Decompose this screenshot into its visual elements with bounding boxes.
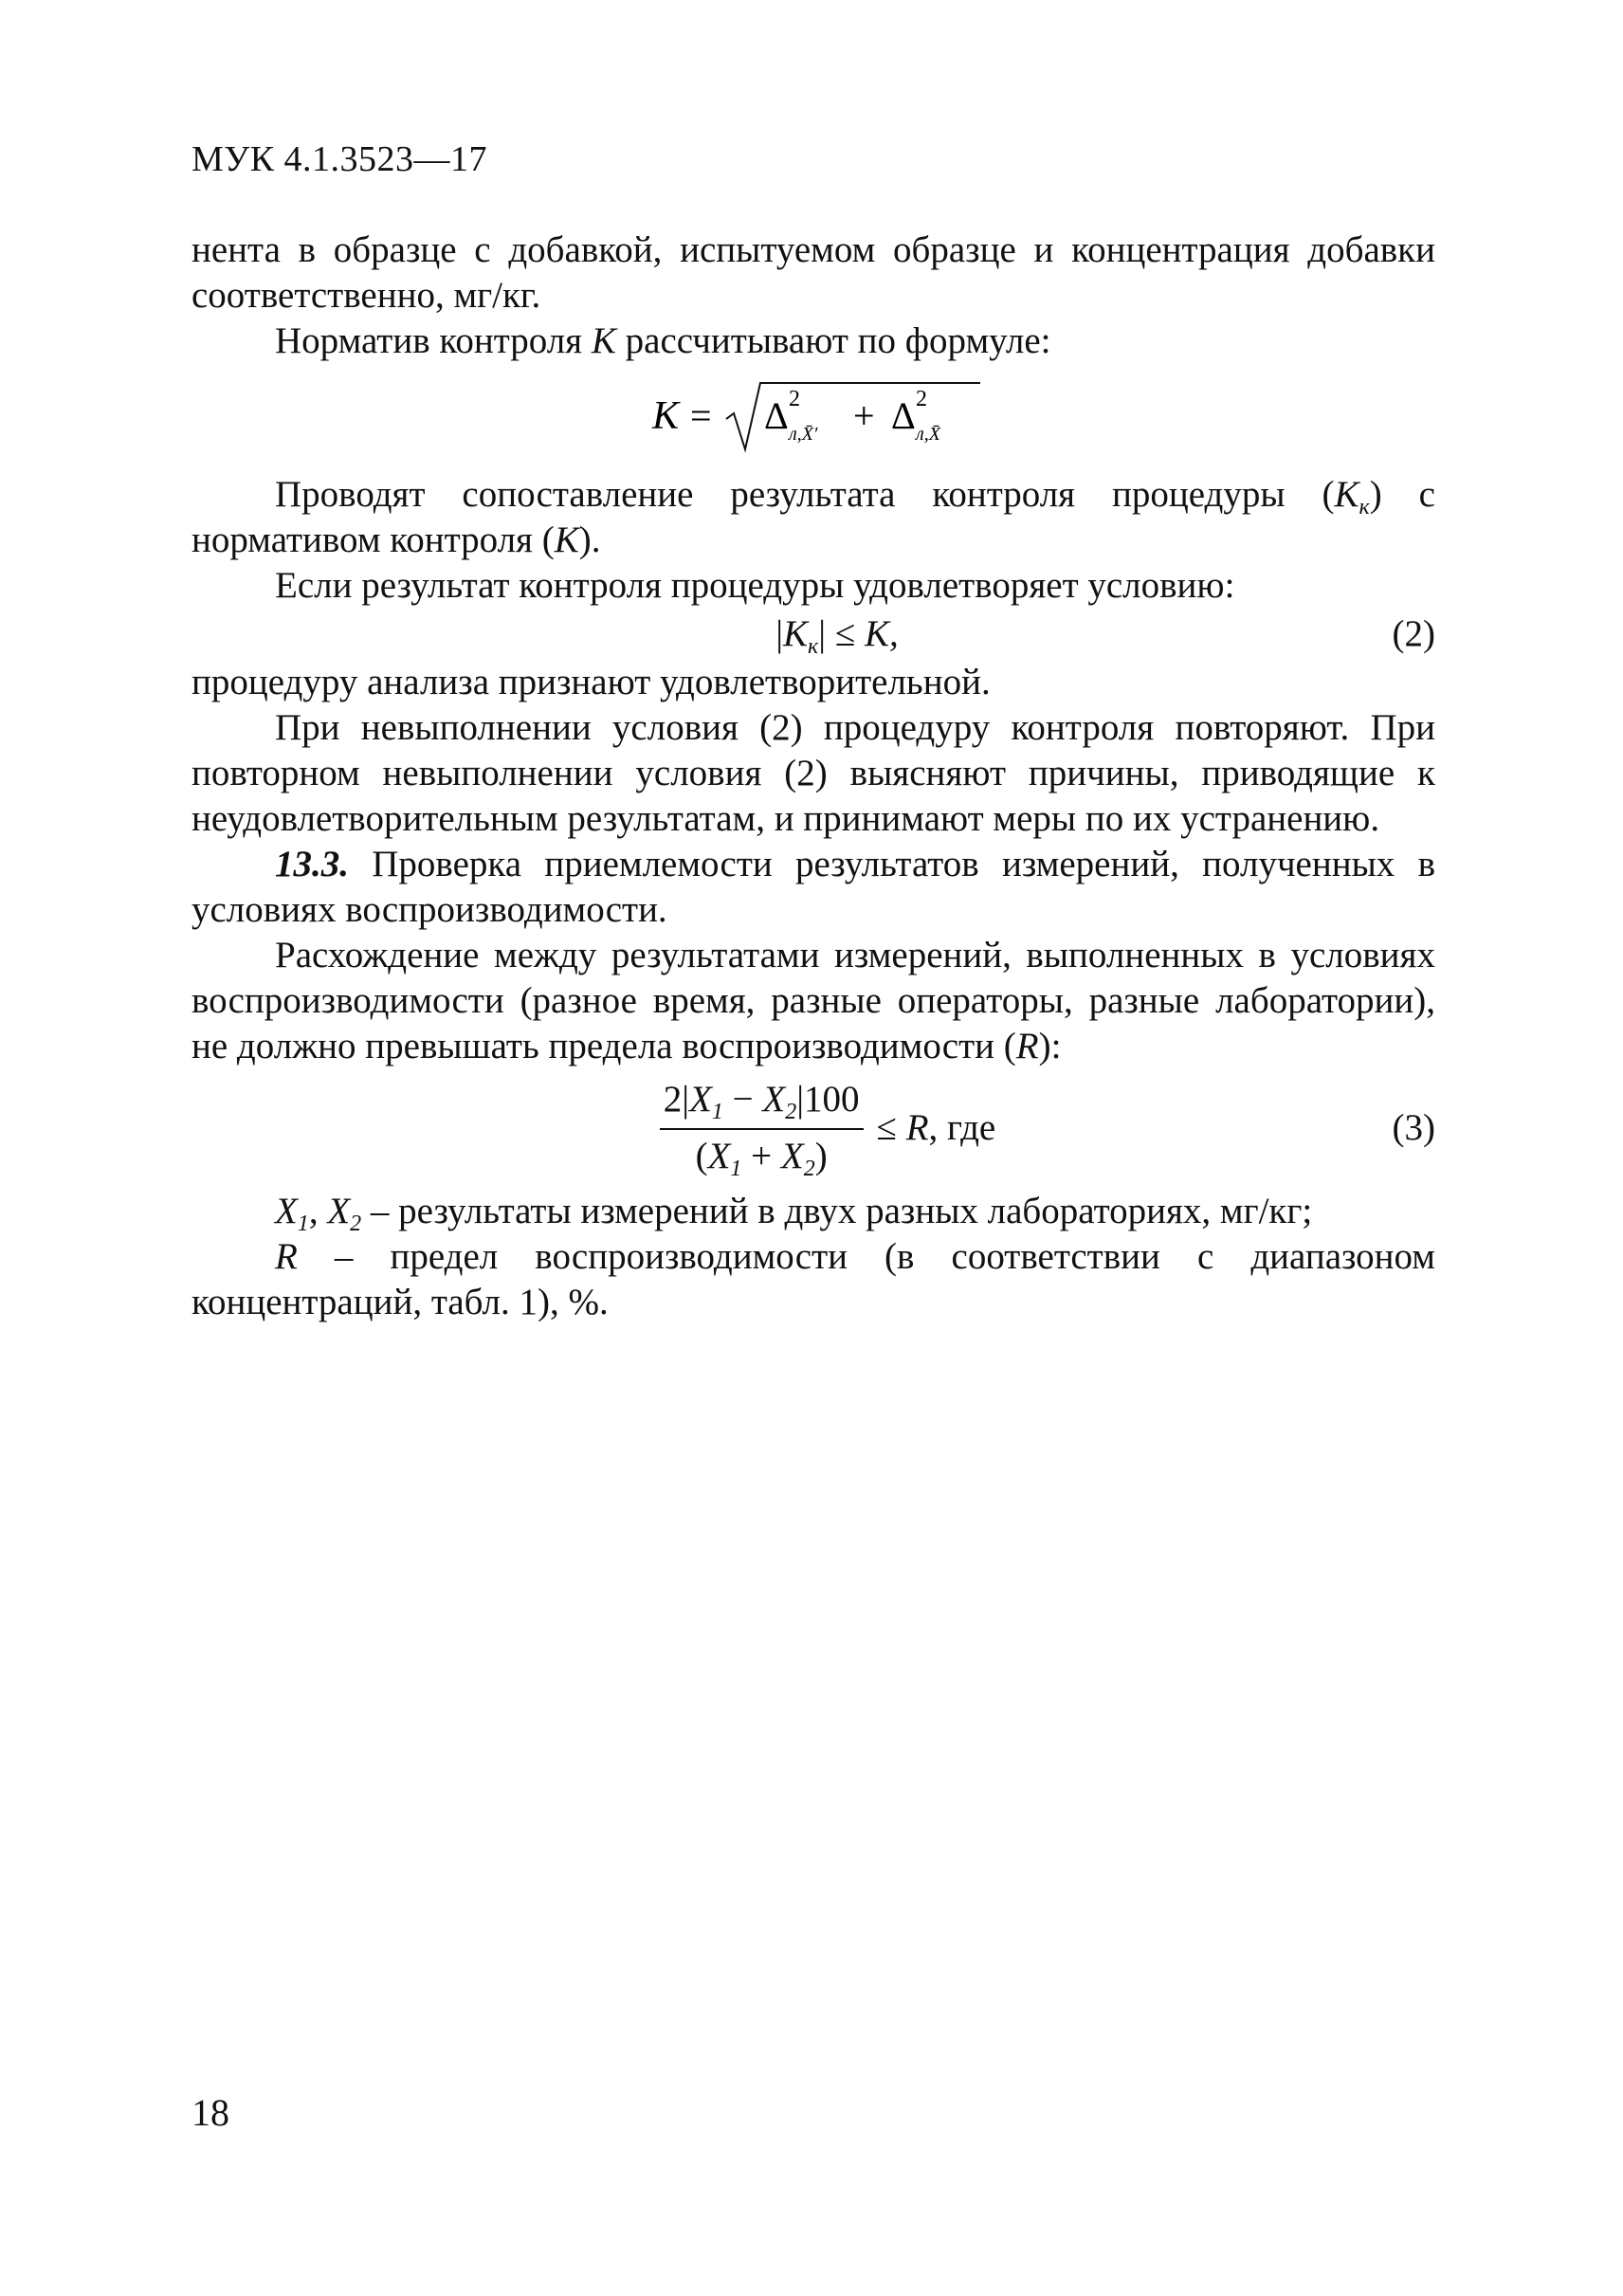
paragraph-satisfactory: процедуру анализа признают удовлетворительной. (191, 662, 991, 702)
abs-bar: | (796, 1079, 805, 1120)
formula-1-sub-2: л,X̄ (916, 424, 940, 445)
separator: , (308, 1191, 328, 1231)
formula-1-sup-1: 2 (789, 387, 800, 411)
paren: ) (814, 1136, 828, 1176)
sub-2: 2 (350, 1212, 362, 1236)
text-run: – предел воспроизводимости (в соответствии с диапазоном концентраций, табл. 1), %. (191, 1236, 1435, 1322)
var-x1: X (707, 1136, 731, 1176)
paragraph-repeat-control: При невыполнении условия (2) процедуру контроля повторяют. При повторном невыполнении условия (2) выясняют причины, приводящие к неудовлетворительным результатам, и принимают меры по их устранению. (191, 707, 1435, 839)
page-body (191, 228, 1435, 1325)
sub-1: 1 (711, 1100, 723, 1124)
formula-3-numerator (660, 1077, 864, 1130)
variable-r: R (1015, 1026, 1039, 1066)
formula-condition-2 (191, 609, 1435, 660)
variable-k: K (554, 519, 579, 560)
definition-x1-x2 (191, 1189, 1435, 1234)
formula-1-lhs: K (652, 394, 680, 438)
abs-bar: | (775, 613, 784, 654)
formula-1-sup-2: 2 (916, 387, 927, 411)
section-number: 13.3. (275, 844, 349, 884)
text-run: Норматив контроля (275, 320, 592, 361)
sub-2: 2 (803, 1157, 815, 1181)
formula-2-body (775, 611, 899, 657)
text-run: рассчитывают по формуле: (615, 320, 1051, 361)
paragraph-comparison (191, 472, 1435, 563)
hundred: 100 (804, 1079, 860, 1120)
paragraph-reproducibility (191, 933, 1435, 1069)
formula-1-sub-1: л,X̄′ (789, 424, 818, 445)
sub-2: 2 (785, 1100, 797, 1124)
text-run: ). (578, 519, 601, 560)
var-x1: X (689, 1079, 712, 1120)
formula-1-plus: + (853, 394, 875, 437)
coef: 2 (663, 1079, 683, 1120)
var-x2: X (780, 1136, 804, 1176)
formula-3-body (660, 1077, 995, 1179)
paren: ( (695, 1136, 708, 1176)
abs-bar: | (818, 613, 827, 654)
var-x2: X (762, 1079, 786, 1120)
text-run: Проводят сопоставление результата контроля процедуры ( (275, 474, 1335, 515)
equation-number-3: (3) (1392, 1107, 1435, 1148)
formula-2-sub: к (808, 634, 819, 659)
formula-3-tail: , где (928, 1107, 996, 1148)
equation-number-2: (2) (1392, 613, 1435, 654)
sub-1: 1 (297, 1212, 309, 1236)
formula-1-equals: = (690, 394, 712, 437)
definition-r (191, 1234, 1435, 1325)
formula-3-rhs: R (905, 1107, 929, 1148)
formula-3-relation: ≤ (876, 1107, 897, 1148)
formula-1-delta-1: Δ (764, 394, 789, 437)
paragraph-continuation: нента в образце с добавкой, испытуемом образце и концентрация добавки соответственно, мг/кг. (191, 229, 1435, 316)
var-x1: X (275, 1191, 298, 1231)
formula-1-delta-2: Δ (891, 394, 916, 437)
plus: + (751, 1136, 773, 1176)
formula-1-svg (643, 370, 984, 461)
formula-reproducibility-3 (191, 1071, 1435, 1185)
text-run: ): (1038, 1026, 1062, 1066)
text-run: Расхождение между результатами измерений, выполненных в условиях воспроизводимости (разное время, разные операторы, разные лаборатории), не должно превышать предела воспроизводимости ( (191, 935, 1435, 1066)
section-13-3 (191, 842, 1435, 933)
paragraph-condition-intro: Если результат контроля процедуры удовлетворяет условию: (275, 565, 1235, 606)
formula-3-denominator (696, 1130, 828, 1179)
var-x2: X (327, 1191, 351, 1231)
formula-control-norm (191, 370, 1435, 461)
formula-2-rhs: K, (865, 613, 899, 654)
variable-k: K (1334, 474, 1359, 515)
formula-3-fraction (660, 1077, 864, 1179)
text-run: ) с нормативом контроля ( (191, 474, 1435, 560)
paragraph-control-norm (191, 319, 1435, 364)
formula-2-relation: ≤ (834, 613, 856, 654)
variable-r: R (275, 1236, 298, 1277)
section-title: Проверка приемлемости результатов измерений, полученных в условиях воспроизводимости. (191, 844, 1435, 930)
formula-2-var: K (783, 613, 809, 654)
document-code-header: МУК 4.1.3523—17 (191, 139, 488, 179)
subscript: к (1359, 495, 1370, 519)
text-run: – результаты измерений в двух разных лабораториях, мг/кг; (361, 1191, 1313, 1231)
sub-1: 1 (730, 1157, 742, 1181)
page-number: 18 (191, 2091, 229, 2134)
minus: − (732, 1079, 754, 1120)
variable-k: K (591, 320, 616, 361)
abs-bar: | (682, 1079, 690, 1120)
